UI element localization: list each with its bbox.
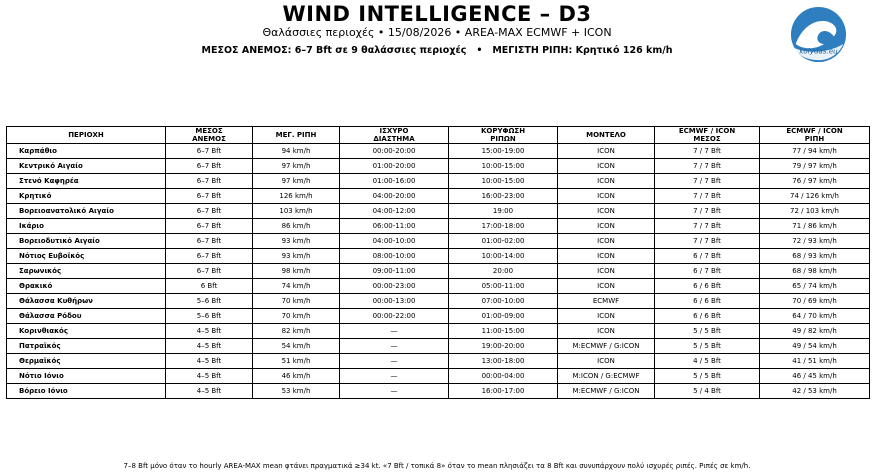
cell-model: M:ICON / G:ECMWF: [558, 369, 655, 384]
cell-ecmwf-icon-mean: 6 / 6 Bft: [655, 294, 760, 309]
cell-mean-wind: 4–5 Bft: [166, 384, 253, 399]
cell-model: ICON: [558, 234, 655, 249]
cell-strong-period: 08:00-10:00: [340, 249, 449, 264]
cell-ecmwf-icon-mean: 7 / 7 Bft: [655, 204, 760, 219]
cell-model: ICON: [558, 204, 655, 219]
cell-mean-wind: 6–7 Bft: [166, 159, 253, 174]
summary-max-gust: ΜΕΓΙΣΤΗ ΡΙΠΗ: Κρητικό 126 km/h: [492, 45, 673, 56]
cell-region: Βορειοανατολικό Αιγαίο: [7, 204, 166, 219]
table-row: [7, 294, 870, 309]
table-row: [7, 159, 870, 174]
cell-model: ICON: [558, 249, 655, 264]
cell-region: Βορειοδυτικό Αιγαίο: [7, 234, 166, 249]
cell-strong-period: —: [340, 354, 449, 369]
cell-mean-wind: 6 Bft: [166, 279, 253, 294]
cell-ecmwf-icon-gust: 46 / 45 km/h: [760, 369, 870, 384]
cell-model: ICON: [558, 279, 655, 294]
cell-max-gust: 103 km/h: [253, 204, 340, 219]
cell-ecmwf-icon-gust: 49 / 82 km/h: [760, 324, 870, 339]
cell-ecmwf-icon-mean: 7 / 7 Bft: [655, 144, 760, 159]
cell-strong-period: 09:00-11:00: [340, 264, 449, 279]
table-row: [7, 309, 870, 324]
cell-ecmwf-icon-gust: 76 / 97 km/h: [760, 174, 870, 189]
cell-model: ICON: [558, 354, 655, 369]
wind-table: [6, 126, 870, 399]
cell-ecmwf-icon-gust: 41 / 51 km/h: [760, 354, 870, 369]
column-header-model: [558, 127, 655, 144]
footnote: 7–8 Bft μόνο όταν το hourly AREA-MAX mean φτάνει πραγματικά ≥34 kt. «7 Bft / τοπικά 8» όταν το mean πλησιάζει τα 8 Bft και συνυπάρχουν πολύ ισχυρές ριπές. Ριπές σε km/h.: [123, 462, 751, 470]
cell-region: Θερμαϊκός: [7, 354, 166, 369]
cell-gust-peak: 16:00-17:00: [449, 384, 558, 399]
cell-gust-peak: 13:00-18:00: [449, 354, 558, 369]
column-header-line: ΡΙΠΩΝ: [490, 135, 516, 143]
cell-region: Σαρωνικός: [7, 264, 166, 279]
cell-gust-peak: 17:00-18:00: [449, 219, 558, 234]
column-header-line: ΜΟΝΤΕΛΟ: [586, 131, 626, 139]
cell-ecmwf-icon-mean: 5 / 5 Bft: [655, 339, 760, 354]
page-title: WIND INTELLIGENCE – D3: [282, 2, 592, 26]
cell-region: Νότιο Ιόνιο: [7, 369, 166, 384]
cell-max-gust: 82 km/h: [253, 324, 340, 339]
cell-region: Καρπάθιο: [7, 144, 166, 159]
cell-max-gust: 93 km/h: [253, 249, 340, 264]
cell-ecmwf-icon-mean: 6 / 7 Bft: [655, 264, 760, 279]
cell-max-gust: 53 km/h: [253, 384, 340, 399]
table-row: [7, 384, 870, 399]
table-row: [7, 354, 870, 369]
column-header-line: ΙΣΧΥΡΟ: [379, 127, 409, 135]
cell-model: ICON: [558, 144, 655, 159]
cell-ecmwf-icon-gust: 68 / 93 km/h: [760, 249, 870, 264]
cell-ecmwf-icon-gust: 72 / 93 km/h: [760, 234, 870, 249]
cell-region: Ικάριο: [7, 219, 166, 234]
cell-mean-wind: 4–5 Bft: [166, 354, 253, 369]
cell-region: Θάλασσα Ρόδου: [7, 309, 166, 324]
cell-mean-wind: 6–7 Bft: [166, 234, 253, 249]
cell-strong-period: 04:00-10:00: [340, 234, 449, 249]
cell-ecmwf-icon-mean: 5 / 5 Bft: [655, 324, 760, 339]
cell-ecmwf-icon-gust: 68 / 98 km/h: [760, 264, 870, 279]
logo-text: kolydas.eu: [799, 46, 838, 56]
cell-gust-peak: 10:00-15:00: [449, 159, 558, 174]
cell-gust-peak: 20:00: [449, 264, 558, 279]
cell-strong-period: 00:00-20:00: [340, 144, 449, 159]
cell-region: Βόρειο Ιόνιο: [7, 384, 166, 399]
cell-model: M:ECMWF / G:ICON: [558, 339, 655, 354]
column-header-line: ECMWF / ICON: [786, 127, 843, 135]
column-header-line: ΑΝΕΜΟΣ: [192, 135, 226, 143]
table-row: [7, 189, 870, 204]
column-header-region: [7, 127, 166, 144]
cell-max-gust: 54 km/h: [253, 339, 340, 354]
cell-ecmwf-icon-gust: 42 / 53 km/h: [760, 384, 870, 399]
cell-ecmwf-icon-mean: 7 / 7 Bft: [655, 174, 760, 189]
summary-line: [0, 44, 874, 57]
cell-gust-peak: 10:00-14:00: [449, 249, 558, 264]
cell-ecmwf-icon-gust: 79 / 97 km/h: [760, 159, 870, 174]
cell-gust-peak: 05:00-11:00: [449, 279, 558, 294]
cell-model: ICON: [558, 159, 655, 174]
cell-model: ICON: [558, 174, 655, 189]
cell-max-gust: 86 km/h: [253, 219, 340, 234]
cell-max-gust: 74 km/h: [253, 279, 340, 294]
cell-mean-wind: 4–5 Bft: [166, 324, 253, 339]
table-row: [7, 204, 870, 219]
cell-strong-period: 00:00-23:00: [340, 279, 449, 294]
cell-strong-period: —: [340, 384, 449, 399]
cell-max-gust: 70 km/h: [253, 309, 340, 324]
cell-max-gust: 51 km/h: [253, 354, 340, 369]
cell-ecmwf-icon-gust: 77 / 94 km/h: [760, 144, 870, 159]
cell-max-gust: 93 km/h: [253, 234, 340, 249]
cell-mean-wind: 6–7 Bft: [166, 219, 253, 234]
cell-region: Θάλασσα Κυθήρων: [7, 294, 166, 309]
cell-mean-wind: 6–7 Bft: [166, 249, 253, 264]
column-header-ecmwf-icon-mean: [655, 127, 760, 144]
cell-mean-wind: 6–7 Bft: [166, 264, 253, 279]
cell-ecmwf-icon-gust: 71 / 86 km/h: [760, 219, 870, 234]
cell-mean-wind: 6–7 Bft: [166, 189, 253, 204]
cell-gust-peak: 00:00-04:00: [449, 369, 558, 384]
cell-gust-peak: 15:00-19:00: [449, 144, 558, 159]
table-row: [7, 234, 870, 249]
cell-strong-period: 01:00-20:00: [340, 159, 449, 174]
cell-strong-period: 04:00-20:00: [340, 189, 449, 204]
cell-gust-peak: 01:00-09:00: [449, 309, 558, 324]
cell-gust-peak: 19:00: [449, 204, 558, 219]
column-header-line: ΡΙΠΗ: [804, 135, 825, 143]
cell-mean-wind: 6–7 Bft: [166, 204, 253, 219]
table-row: [7, 339, 870, 354]
cell-model: M:ECMWF / G:ICON: [558, 384, 655, 399]
column-header-line: ΔΙΑΣΤΗΜΑ: [373, 135, 415, 143]
column-header-max-gust: [253, 127, 340, 144]
cell-mean-wind: 5–6 Bft: [166, 294, 253, 309]
cell-ecmwf-icon-mean: 5 / 5 Bft: [655, 369, 760, 384]
column-header-mean-wind: [166, 127, 253, 144]
cell-gust-peak: 16:00-23:00: [449, 189, 558, 204]
cell-region: Νότιος Ευβοϊκός: [7, 249, 166, 264]
cell-mean-wind: 4–5 Bft: [166, 339, 253, 354]
cell-region: Θρακικό: [7, 279, 166, 294]
cell-mean-wind: 4–5 Bft: [166, 369, 253, 384]
page-subtitle: Θαλάσσιες περιοχές • 15/08/2026 • AREA-MAX ECMWF + ICON: [262, 26, 612, 39]
cell-region: Κεντρικό Αιγαίο: [7, 159, 166, 174]
table-row: [7, 144, 870, 159]
cell-max-gust: 126 km/h: [253, 189, 340, 204]
table-header-row: [7, 127, 870, 144]
cell-ecmwf-icon-mean: 4 / 5 Bft: [655, 354, 760, 369]
cell-strong-period: —: [340, 369, 449, 384]
kolydas-logo: [790, 6, 847, 63]
cell-model: ECMWF: [558, 294, 655, 309]
cell-model: ICON: [558, 264, 655, 279]
cell-model: ICON: [558, 189, 655, 204]
cell-max-gust: 46 km/h: [253, 369, 340, 384]
cell-ecmwf-icon-mean: 5 / 4 Bft: [655, 384, 760, 399]
cell-mean-wind: 6–7 Bft: [166, 174, 253, 189]
cell-max-gust: 97 km/h: [253, 174, 340, 189]
cell-region: Πατραϊκός: [7, 339, 166, 354]
cell-mean-wind: 5–6 Bft: [166, 309, 253, 324]
cell-region: Κρητικό: [7, 189, 166, 204]
cell-strong-period: —: [340, 339, 449, 354]
table-body: [7, 144, 870, 399]
table-row: [7, 264, 870, 279]
column-header-line: ΚΟΡΥΦΩΣΗ: [480, 127, 526, 135]
column-header-line: ΜΕΣΟΣ: [693, 135, 721, 143]
summary-mean-wind: ΜΕΣΟΣ ΑΝΕΜΟΣ: 6–7 Bft σε 9 θαλάσσιες περιοχές: [201, 45, 467, 56]
cell-strong-period: 00:00-13:00: [340, 294, 449, 309]
cell-ecmwf-icon-gust: 49 / 54 km/h: [760, 339, 870, 354]
cell-region: Κορινθιακός: [7, 324, 166, 339]
cell-gust-peak: 11:00-15:00: [449, 324, 558, 339]
cell-ecmwf-icon-gust: 64 / 70 km/h: [760, 309, 870, 324]
cell-model: ICON: [558, 219, 655, 234]
cell-ecmwf-icon-mean: 7 / 7 Bft: [655, 234, 760, 249]
cell-strong-period: —: [340, 324, 449, 339]
table-row: [7, 174, 870, 189]
cell-ecmwf-icon-mean: 6 / 6 Bft: [655, 309, 760, 324]
table-row: [7, 279, 870, 294]
column-header-line: ΠΕΡΙΟΧΗ: [68, 131, 104, 139]
column-header-strong-period: [340, 127, 449, 144]
cell-strong-period: 00:00-22:00: [340, 309, 449, 324]
cell-ecmwf-icon-gust: 70 / 69 km/h: [760, 294, 870, 309]
cell-strong-period: 06:00-11:00: [340, 219, 449, 234]
cell-gust-peak: 10:00-15:00: [449, 174, 558, 189]
cell-ecmwf-icon-mean: 6 / 6 Bft: [655, 279, 760, 294]
column-header-line: ΜΕΓ. ΡΙΠΗ: [275, 131, 317, 139]
column-header-gust-peak: [449, 127, 558, 144]
summary-separator: •: [476, 45, 483, 56]
cell-ecmwf-icon-gust: 72 / 103 km/h: [760, 204, 870, 219]
cell-strong-period: 04:00-12:00: [340, 204, 449, 219]
cell-model: ICON: [558, 309, 655, 324]
column-header-line: ECMWF / ICON: [678, 127, 736, 135]
cell-region: Στενό Καφηρέα: [7, 174, 166, 189]
cell-gust-peak: 01:00-02:00: [449, 234, 558, 249]
column-header-line: ΜΕΣΟΣ: [195, 127, 223, 135]
table-row: [7, 324, 870, 339]
cell-ecmwf-icon-mean: 7 / 7 Bft: [655, 219, 760, 234]
cell-ecmwf-icon-gust: 65 / 74 km/h: [760, 279, 870, 294]
cell-model: ICON: [558, 324, 655, 339]
table-row: [7, 219, 870, 234]
cell-max-gust: 98 km/h: [253, 264, 340, 279]
cell-mean-wind: 6–7 Bft: [166, 144, 253, 159]
cell-gust-peak: 07:00-10:00: [449, 294, 558, 309]
cell-gust-peak: 19:00-20:00: [449, 339, 558, 354]
cell-ecmwf-icon-mean: 7 / 7 Bft: [655, 189, 760, 204]
column-header-ecmwf-icon-gust: [760, 127, 870, 144]
cell-max-gust: 94 km/h: [253, 144, 340, 159]
table-row: [7, 369, 870, 384]
cell-strong-period: 01:00-16:00: [340, 174, 449, 189]
cell-max-gust: 97 km/h: [253, 159, 340, 174]
cell-ecmwf-icon-mean: 6 / 7 Bft: [655, 249, 760, 264]
cell-max-gust: 70 km/h: [253, 294, 340, 309]
cell-ecmwf-icon-mean: 7 / 7 Bft: [655, 159, 760, 174]
table-row: [7, 249, 870, 264]
cell-ecmwf-icon-gust: 74 / 126 km/h: [760, 189, 870, 204]
